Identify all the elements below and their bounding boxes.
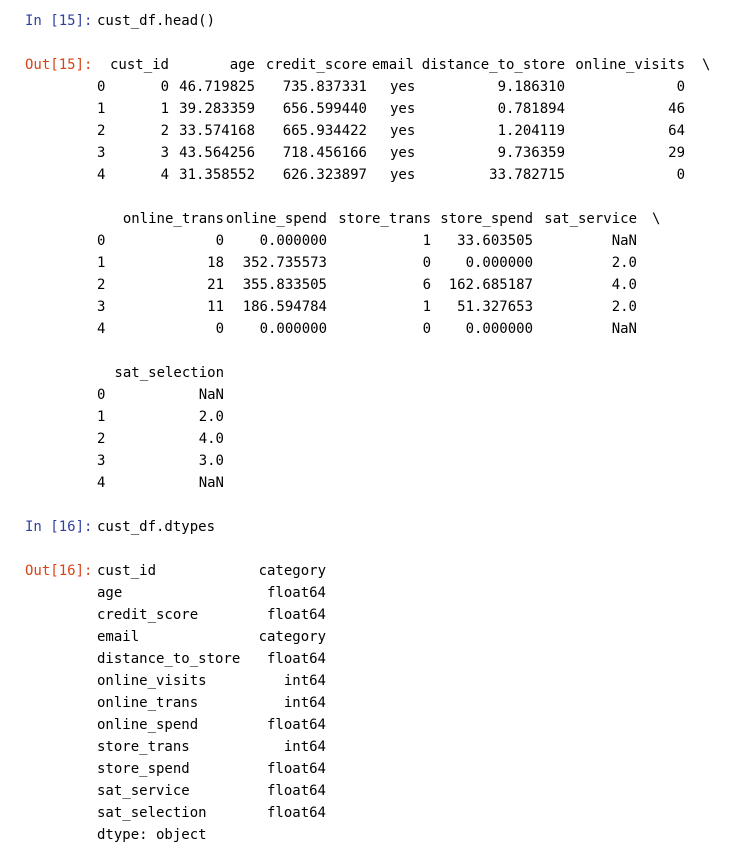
table-cell: 3.0	[198, 453, 224, 469]
in-prompt-16: In [16]:	[25, 519, 93, 535]
table-cell: yes	[390, 123, 416, 139]
table-cell: 9.736359	[497, 145, 565, 161]
table-cell: 46	[668, 101, 685, 117]
table-cell: 29	[668, 145, 685, 161]
table-cell: 665.934422	[282, 123, 367, 139]
row-index: 3	[97, 299, 106, 315]
continuation-marker: \	[702, 57, 711, 73]
column-header: online_trans	[122, 211, 224, 227]
column-header: online_spend	[225, 211, 327, 227]
column-header: store_trans	[338, 211, 431, 227]
dtype-name: sat_service	[97, 783, 190, 799]
table-cell: 656.599440	[282, 101, 367, 117]
table-cell: yes	[390, 101, 416, 117]
row-index: 3	[97, 453, 106, 469]
column-header: credit_score	[265, 57, 367, 73]
table-cell: yes	[390, 167, 416, 183]
table-cell: 4.0	[198, 431, 224, 447]
column-header: email	[371, 57, 414, 73]
table-cell: 11	[207, 299, 224, 315]
table-cell: 46.719825	[179, 79, 255, 95]
dtype-name: online_trans	[97, 695, 199, 711]
column-header: sat_selection	[114, 365, 224, 381]
table-cell: 31.358552	[179, 167, 255, 183]
code-15[interactable]: cust_df.head()	[97, 13, 216, 29]
column-header: age	[229, 57, 255, 73]
table-cell: 4.0	[611, 277, 637, 293]
dtype-name: store_trans	[97, 739, 190, 755]
row-index: 2	[97, 123, 106, 139]
dtype-name: online_spend	[97, 717, 199, 733]
table-cell: NaN	[611, 233, 637, 249]
row-index: 0	[97, 387, 106, 403]
dtype-type: float64	[266, 761, 326, 777]
dtype-name: sat_selection	[97, 805, 207, 821]
table-cell: 355.833505	[242, 277, 327, 293]
row-index: 4	[97, 321, 106, 337]
table-cell: NaN	[198, 387, 224, 403]
table-cell: 18	[207, 255, 224, 271]
table-cell: 2.0	[198, 409, 224, 425]
table-cell: 39.283359	[179, 101, 255, 117]
table-cell: 0.000000	[259, 233, 327, 249]
table-cell: yes	[390, 79, 416, 95]
out-prompt-16: Out[16]:	[25, 563, 93, 579]
column-header: cust_id	[109, 57, 169, 73]
row-index: 1	[97, 255, 106, 271]
column-header: sat_service	[544, 211, 637, 227]
table-cell: 9.186310	[497, 79, 565, 95]
table-cell: 0	[676, 167, 685, 183]
dtype-type: float64	[266, 607, 326, 623]
table-cell: 33.574168	[179, 123, 255, 139]
table-cell: 718.456166	[282, 145, 367, 161]
dtype-name: cust_id	[97, 563, 157, 579]
code-16[interactable]: cust_df.dtypes	[97, 519, 216, 535]
table-cell: 2.0	[611, 299, 637, 315]
table-cell: 162.685187	[448, 277, 533, 293]
dtype-name: age	[97, 585, 123, 601]
table-cell: 0	[422, 321, 431, 337]
dtype-name: distance_to_store	[97, 651, 241, 667]
dtype-type: float64	[266, 585, 326, 601]
table-cell: 43.564256	[179, 145, 255, 161]
table-cell: 33.782715	[489, 167, 565, 183]
dtype-type: float64	[266, 651, 326, 667]
table-cell: 33.603505	[457, 233, 533, 249]
dtype-type: int64	[283, 695, 326, 711]
dtype-name: store_spend	[97, 761, 190, 777]
table-cell: 0.000000	[465, 255, 533, 271]
continuation-marker: \	[652, 211, 661, 227]
table-cell: 1	[422, 233, 431, 249]
column-header: online_visits	[575, 57, 685, 73]
table-cell: 1.204119	[497, 123, 565, 139]
table-cell: 0.781894	[497, 101, 565, 117]
table-cell: 0	[215, 233, 224, 249]
table-cell: 51.327653	[457, 299, 533, 315]
table-cell: 0	[160, 79, 169, 95]
dtype-type: int64	[283, 673, 326, 689]
table-cell: NaN	[198, 475, 224, 491]
table-cell: yes	[390, 145, 416, 161]
table-cell: 6	[422, 277, 431, 293]
table-cell: 0	[215, 321, 224, 337]
dtype-type: category	[258, 629, 326, 645]
table-cell: 3	[160, 145, 169, 161]
table-cell: 626.323897	[282, 167, 367, 183]
in-prompt-15: In [15]:	[25, 13, 93, 29]
table-cell: 0.000000	[259, 321, 327, 337]
dtype-footer: dtype: object	[97, 827, 207, 843]
row-index: 1	[97, 101, 106, 117]
column-header: store_spend	[440, 211, 533, 227]
dtype-type: float64	[266, 717, 326, 733]
dtype-name: credit_score	[97, 607, 199, 623]
dtype-type: float64	[266, 805, 326, 821]
dtype-name: online_visits	[97, 673, 207, 689]
row-index: 1	[97, 409, 106, 425]
table-cell: 2	[160, 123, 169, 139]
out-prompt-15: Out[15]:	[25, 57, 93, 73]
table-cell: 21	[207, 277, 224, 293]
table-cell: 735.837331	[282, 79, 367, 95]
dtype-type: int64	[283, 739, 326, 755]
table-cell: NaN	[611, 321, 637, 337]
table-cell: 4	[160, 167, 169, 183]
row-index: 0	[97, 233, 106, 249]
table-cell: 2.0	[611, 255, 637, 271]
row-index: 0	[97, 79, 106, 95]
table-cell: 1	[160, 101, 169, 117]
column-header: distance_to_store	[421, 57, 565, 73]
table-cell: 186.594784	[242, 299, 327, 315]
dtype-name: email	[97, 629, 140, 645]
row-index: 4	[97, 167, 106, 183]
dtype-type: float64	[266, 783, 326, 799]
row-index: 2	[97, 277, 106, 293]
row-index: 2	[97, 431, 106, 447]
table-cell: 0	[422, 255, 431, 271]
row-index: 3	[97, 145, 106, 161]
table-cell: 0.000000	[465, 321, 533, 337]
dtype-type: category	[258, 563, 326, 579]
row-index: 4	[97, 475, 106, 491]
table-cell: 1	[422, 299, 431, 315]
table-cell: 0	[676, 79, 685, 95]
table-cell: 64	[668, 123, 685, 139]
table-cell: 352.735573	[242, 255, 327, 271]
